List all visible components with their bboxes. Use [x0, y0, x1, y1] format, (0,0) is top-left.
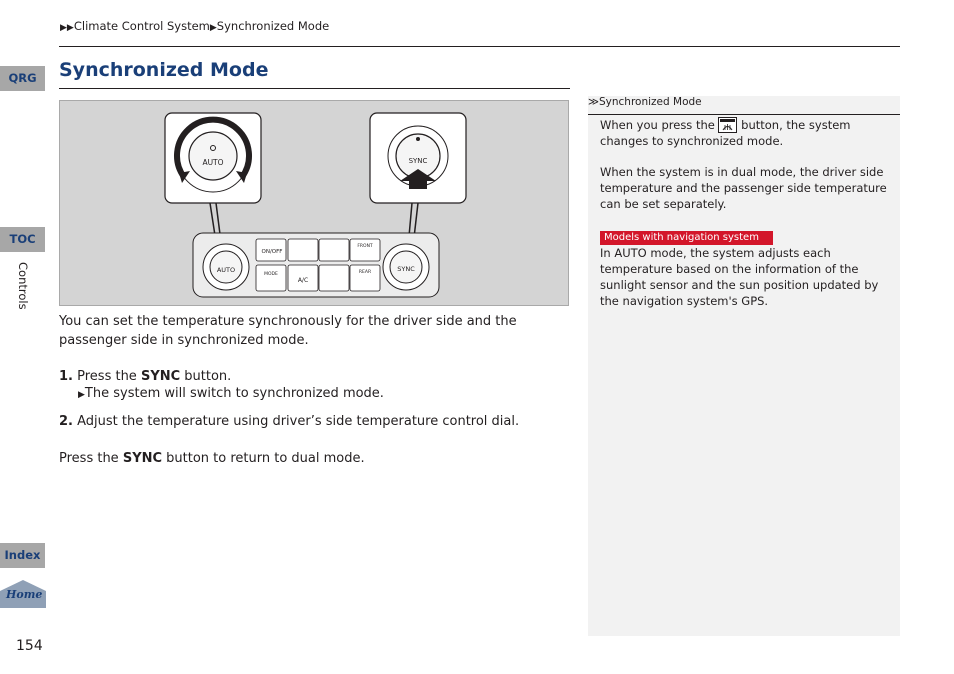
sync-label-panel: SYNC — [397, 265, 415, 273]
breadcrumb-link-sync[interactable]: Synchronized Mode — [216, 19, 330, 33]
side-note-divider — [588, 114, 900, 115]
auto-label-callout: AUTO — [202, 158, 224, 167]
step-2 — [59, 412, 519, 431]
toc-tab[interactable]: TOC — [0, 227, 45, 252]
step-1-number: 1. — [59, 369, 73, 384]
page-title: Synchronized Mode — [59, 59, 269, 81]
qrg-tab[interactable]: QRG — [0, 66, 45, 91]
side-paragraph-2: When the system is in dual mode, the driver side temperature and the passenger side temperature can be set separately. — [600, 165, 887, 211]
intro-paragraph: You can set the temperature synchronously for the driver side and the passenger side in synchronized mode. — [59, 314, 517, 348]
breadcrumb — [60, 19, 329, 33]
ac-label: A/C — [297, 277, 309, 284]
rear-label: REAR — [358, 270, 372, 275]
step-1-result — [78, 386, 384, 401]
return-note-sync: SYNC — [122, 451, 163, 466]
auto-label-panel: AUTO — [216, 266, 236, 274]
step-1 — [59, 367, 231, 386]
side-p1-pre: When you press the — [600, 118, 719, 132]
breadcrumb-link-climate[interactable]: Climate Control System — [73, 19, 210, 33]
step-2-number: 2. — [59, 414, 73, 429]
front-label: FRONT — [357, 244, 373, 249]
climate-control-figure — [59, 100, 569, 306]
side-p1-post: button, the system changes to synchronized mode. — [600, 118, 851, 148]
on-off-label: ON/OFF — [261, 249, 283, 255]
title-divider — [59, 88, 570, 89]
step-1-result-text: The system will switch to synchronized mode. — [84, 386, 384, 401]
return-note — [59, 449, 365, 468]
home-label: Home — [6, 588, 43, 601]
side-note-title: Synchronized Mode — [599, 96, 702, 108]
page-number: 154 — [16, 638, 43, 654]
climate-panel-illustration — [60, 101, 570, 307]
return-note-pre: Press the — [59, 451, 123, 466]
home-button[interactable] — [0, 579, 47, 613]
note-reference-icon: ≫ — [588, 96, 599, 108]
breadcrumb-separator-icon: ▶ — [209, 23, 217, 33]
side-paragraph-3: In AUTO mode, the system adjusts each temperature based on the information of the sunlight sensor and the sun position updated by the navigation system's GPS. — [600, 246, 879, 308]
step-1-post: button. — [180, 369, 232, 384]
step-1-pre: Press the — [77, 369, 141, 384]
step-2-text: Adjust the temperature using driver’s side temperature control dial. — [77, 414, 520, 429]
section-label: Controls — [16, 262, 30, 310]
index-tab[interactable]: Index — [0, 543, 45, 568]
side-paragraph-1 — [600, 117, 892, 149]
header-divider — [59, 46, 900, 47]
result-arrow-icon: ▶ — [78, 390, 85, 400]
front-defrost-button-icon — [718, 117, 737, 133]
step-1-sync: SYNC — [140, 369, 181, 384]
mode-label: MODE — [264, 272, 278, 277]
sync-label-callout: SYNC — [408, 157, 428, 165]
return-note-post: button to return to dual mode. — [162, 451, 365, 466]
breadcrumb-arrows-icon: ▶▶ — [60, 23, 74, 33]
navigation-models-tag: Models with navigation system — [600, 231, 773, 245]
side-note-header — [588, 96, 702, 108]
